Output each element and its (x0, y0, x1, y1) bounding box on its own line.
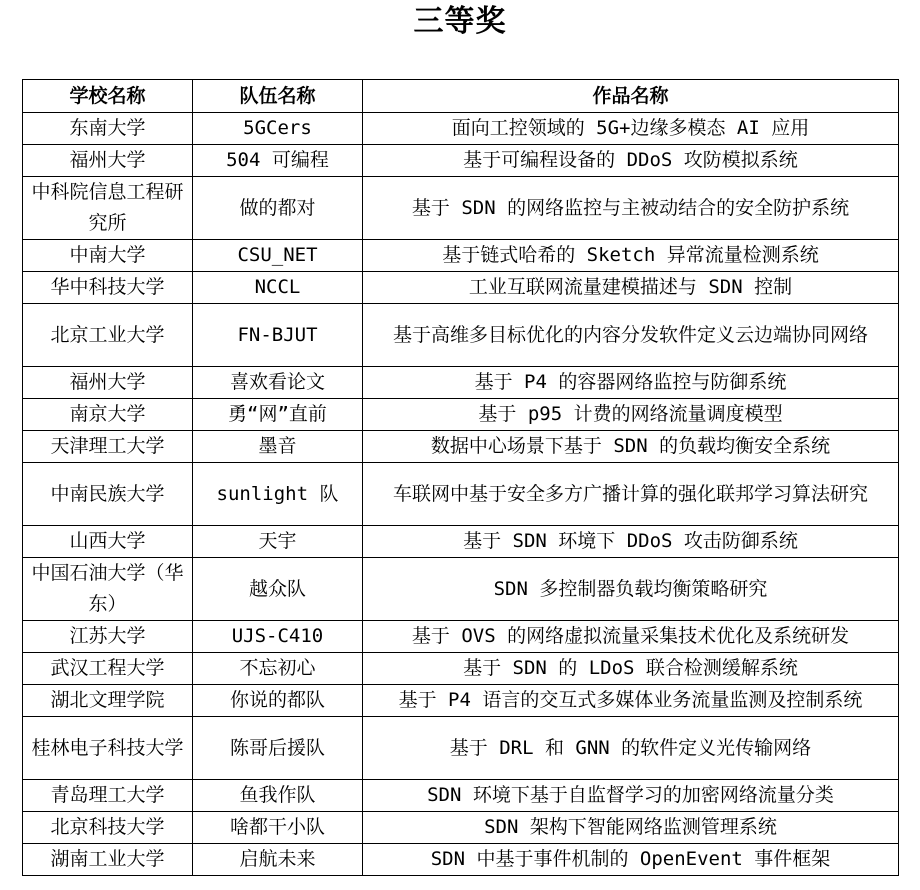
team-cell: FN-BJUT (193, 304, 363, 367)
school-cell: 中南民族大学 (23, 463, 193, 526)
school-cell: 福州大学 (23, 145, 193, 177)
team-cell: NCCL (193, 272, 363, 304)
team-cell: 504 可编程 (193, 145, 363, 177)
table-row (23, 685, 899, 717)
table-row (23, 367, 899, 399)
school-cell: 青岛理工大学 (23, 780, 193, 812)
work-cell: 基于 SDN 环境下 DDoS 攻击防御系统 (363, 526, 899, 558)
team-cell: 5GCers (193, 113, 363, 145)
work-cell: 基于 P4 的容器网络监控与防御系统 (363, 367, 899, 399)
school-cell: 桂林电子科技大学 (23, 717, 193, 780)
school-cell: 中南大学 (23, 240, 193, 272)
table-row (23, 463, 899, 526)
table-row (23, 653, 899, 685)
awards-table (22, 79, 899, 876)
school-cell: 南京大学 (23, 399, 193, 431)
work-cell: 基于 DRL 和 GNN 的软件定义光传输网络 (363, 717, 899, 780)
work-cell: 面向工控领域的 5G+边缘多模态 AI 应用 (363, 113, 899, 145)
header-work: 作品名称 (363, 80, 899, 113)
school-cell: 山西大学 (23, 526, 193, 558)
team-cell: CSU_NET (193, 240, 363, 272)
school-cell: 武汉工程大学 (23, 653, 193, 685)
school-cell: 东南大学 (23, 113, 193, 145)
school-cell: 天津理工大学 (23, 431, 193, 463)
team-cell: 喜欢看论文 (193, 367, 363, 399)
school-cell: 北京工业大学 (23, 304, 193, 367)
header-school: 学校名称 (23, 80, 193, 113)
school-cell: 湖南工业大学 (23, 844, 193, 876)
school-cell: 华中科技大学 (23, 272, 193, 304)
team-cell: 天宇 (193, 526, 363, 558)
table-header-row (23, 80, 899, 113)
team-cell: UJS-C410 (193, 621, 363, 653)
work-cell: 基于 SDN 的 LDoS 联合检测缓解系统 (363, 653, 899, 685)
team-cell: 不忘初心 (193, 653, 363, 685)
work-cell: SDN 环境下基于自监督学习的加密网络流量分类 (363, 780, 899, 812)
work-cell: 基于高维多目标优化的内容分发软件定义云边端协同网络 (363, 304, 899, 367)
page-title: 三等奖 (413, 4, 507, 39)
team-cell: 鱼我作队 (193, 780, 363, 812)
team-cell: 做的都对 (193, 177, 363, 240)
work-cell: 车联网中基于安全多方广播计算的强化联邦学习算法研究 (363, 463, 899, 526)
table-row (23, 399, 899, 431)
team-cell: 啥都干小队 (193, 812, 363, 844)
work-cell: 工业互联网流量建模描述与 SDN 控制 (363, 272, 899, 304)
table-row (23, 558, 899, 621)
work-cell: 基于 p95 计费的网络流量调度模型 (363, 399, 899, 431)
school-cell: 湖北文理学院 (23, 685, 193, 717)
school-cell: 中科院信息工程研究所 (23, 177, 193, 240)
team-cell: 你说的都队 (193, 685, 363, 717)
table-row (23, 431, 899, 463)
work-cell: 数据中心场景下基于 SDN 的负载均衡安全系统 (363, 431, 899, 463)
team-cell: sunlight 队 (193, 463, 363, 526)
team-cell: 勇“网”直前 (193, 399, 363, 431)
header-team: 队伍名称 (193, 80, 363, 113)
table-row (23, 780, 899, 812)
table-row (23, 526, 899, 558)
school-cell: 福州大学 (23, 367, 193, 399)
team-cell: 墨音 (193, 431, 363, 463)
work-cell: 基于 P4 语言的交互式多媒体业务流量监测及控制系统 (363, 685, 899, 717)
table-row (23, 240, 899, 272)
team-cell: 越众队 (193, 558, 363, 621)
work-cell: SDN 中基于事件机制的 OpenEvent 事件框架 (363, 844, 899, 876)
school-cell: 北京科技大学 (23, 812, 193, 844)
table-row (23, 844, 899, 876)
table-row (23, 177, 899, 240)
table-row (23, 621, 899, 653)
table-row (23, 272, 899, 304)
table-row (23, 812, 899, 844)
work-cell: 基于链式哈希的 Sketch 异常流量检测系统 (363, 240, 899, 272)
work-cell: 基于 OVS 的网络虚拟流量采集技术优化及系统研发 (363, 621, 899, 653)
school-cell: 中国石油大学（华东） (23, 558, 193, 621)
work-cell: SDN 架构下智能网络监测管理系统 (363, 812, 899, 844)
work-cell: 基于 SDN 的网络监控与主被动结合的安全防护系统 (363, 177, 899, 240)
work-cell: SDN 多控制器负载均衡策略研究 (363, 558, 899, 621)
table-row (23, 717, 899, 780)
school-cell: 江苏大学 (23, 621, 193, 653)
team-cell: 启航未来 (193, 844, 363, 876)
table-row (23, 145, 899, 177)
table-row (23, 304, 899, 367)
team-cell: 陈哥后援队 (193, 717, 363, 780)
table-row (23, 113, 899, 145)
work-cell: 基于可编程设备的 DDoS 攻防模拟系统 (363, 145, 899, 177)
